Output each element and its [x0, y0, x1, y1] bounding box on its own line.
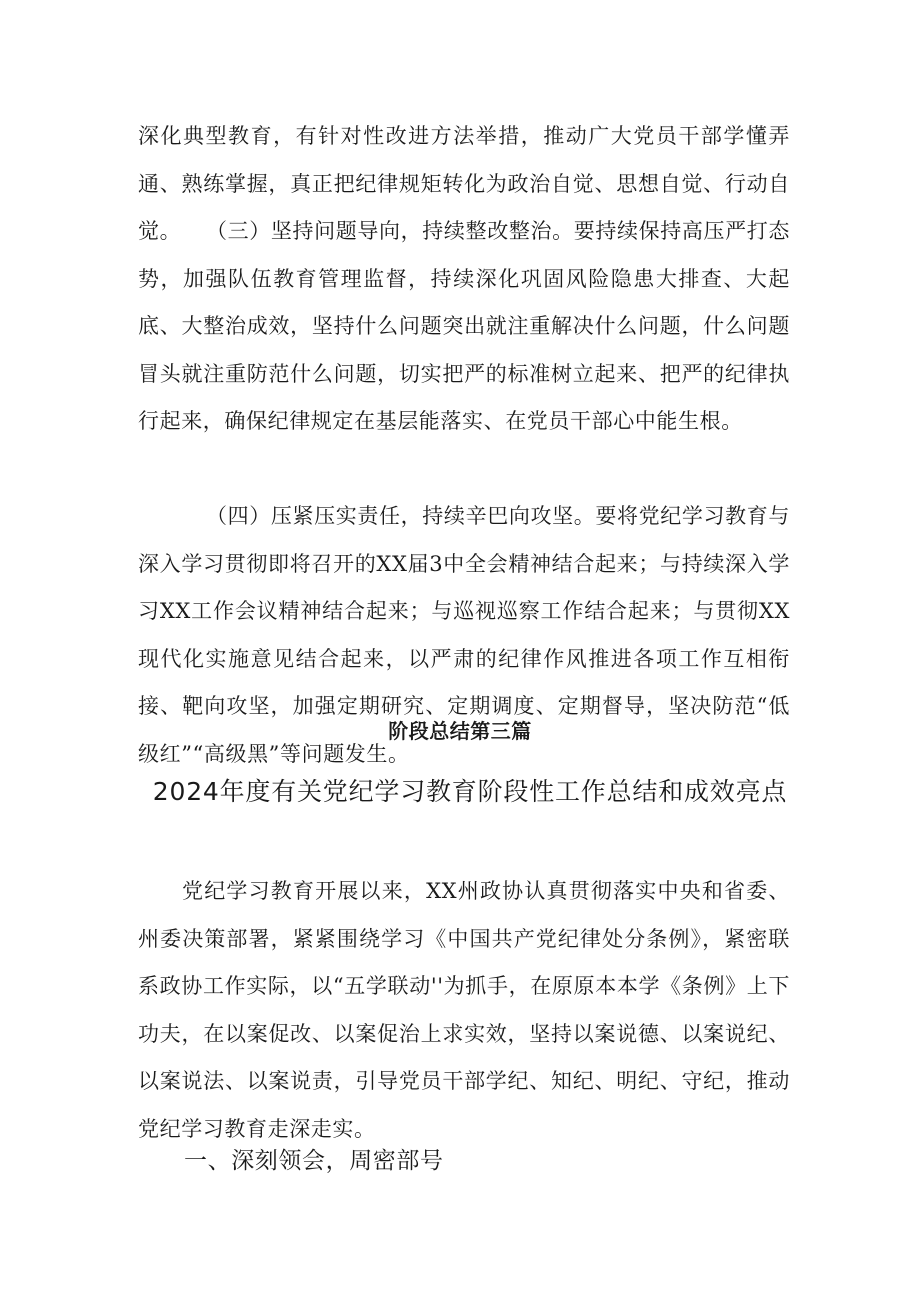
paragraph-intro: 党纪学习教育开展以来，XX州政协认真贯彻落实中央和省委、州委决策部署，紧紧围绕学习《中国共产党纪律处分条例》，紧密联系政协工作实际，以“五学联动''为抓手，在原原本本学《条例》上下功夫，在以案促改、以案促治上求实效，坚持以案说德、以案说纪、以案说法、以案说责，引导党员干部学纪、知纪、明纪、守纪，推动党纪学习教育走深走实。 — [138, 879, 790, 1141]
paragraph-responsibility: （四）压紧压实责任，持续辛巴向攻坚。要将党纪学习教育与深入学习贯彻即将召开的XX届3中全会精神结合起来；与持续深入学习XX工作会议精神结合起来；与巡视巡察工作结合起来；与贯彻XX现代化实施意见结合起来，以严肃的纪律作风推进各项工作互相衔接、靶向攻坚，加强定期研究、定期调度、定期督导，坚决防范“低级红”“高级黑”等问题发生。 — [138, 504, 790, 766]
document-title: 2024年度有关党纪学习教育阶段性工作总结和成效亮点 — [152, 777, 788, 806]
paragraph-typical-education: 深化典型教育，有针对性改进方法举措，推动广大党员干部学懂弄通、熟练掌握，真正把纪律规矩转化为政治自觉、思想自觉、行动自觉。 — [138, 124, 790, 243]
section-title: 阶段总结第三篇 — [388, 719, 532, 743]
paragraph-problem-oriented: （三）坚持问题导向，持续整改整治。要持续保持高压严打态势，加强队伍教育管理监督，持续深化巩固风险隐患大排查、大起底、大整治成效，坚持什么问题突出就注重解决什么问题，什么问题冒头就注重防范什么问题，切实把严的标准树立起来、把严的纪律执行起来，确保纪律规定在基层能落实、在党员干部心中能生根。 — [138, 219, 790, 433]
heading-level-1: 一、深刻领会，周密部号 — [184, 1148, 444, 1174]
